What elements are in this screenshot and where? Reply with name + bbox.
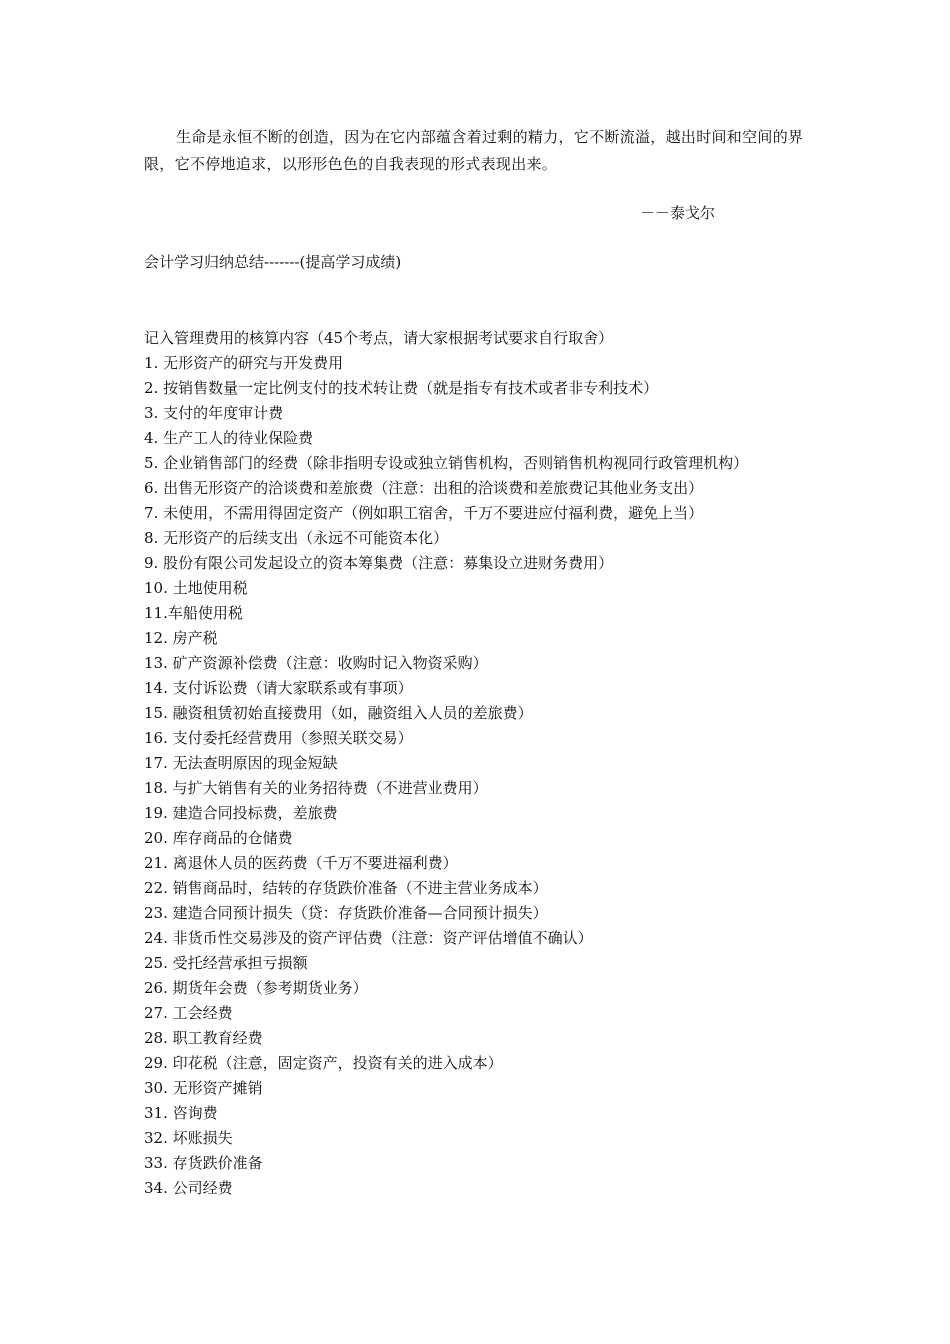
list-item: 5. 企业销售部门的经费（除非指明专设或独立销售机构，否则销售机构视同行政管理机构）	[144, 454, 749, 472]
list-item: 10. 土地使用税	[144, 579, 248, 597]
list-item: 22. 销售商品时，结转的存货跌价准备（不进主营业务成本）	[144, 879, 548, 897]
item-list	[144, 351, 808, 1201]
list-item: 13. 矿产资源补偿费（注意：收购时记入物资采购）	[144, 654, 488, 672]
list-item: 32. 坏账损失	[144, 1129, 233, 1147]
list-item: 23. 建造合同预计损失（贷：存货跌价准备—合同预计损失）	[144, 904, 548, 922]
list-item: 17. 无法查明原因的现金短缺	[144, 754, 338, 772]
list-item: 24. 非货币性交易涉及的资产评估费（注意：资产评估增值不确认）	[144, 929, 593, 947]
quote-author: －－泰戈尔	[640, 204, 716, 222]
list-item: 18. 与扩大销售有关的业务招待费（不进营业费用）	[144, 779, 488, 797]
list-item: 34. 公司经费	[144, 1179, 233, 1197]
list-item: 25. 受托经营承担亏损额	[144, 954, 308, 972]
document-title: 会计学习归纳总结-------(提高学习成绩)	[144, 253, 402, 271]
list-item: 4. 生产工人的待业保险费	[144, 429, 314, 447]
list-item: 9. 股份有限公司发起设立的资本筹集费（注意：募集设立进财务费用）	[144, 554, 614, 572]
list-item: 1. 无形资产的研究与开发费用	[144, 354, 344, 372]
list-item: 28. 职工教育经费	[144, 1029, 263, 1047]
list-item: 26. 期货年会费（参考期货业务）	[144, 979, 368, 997]
list-item: 12. 房产税	[144, 629, 218, 647]
list-item: 16. 支付委托经营费用（参照关联交易）	[144, 729, 413, 747]
quote-text: 生命是永恒不断的创造，因为在它内部蕴含着过剩的精力，它不断流溢，越出时间和空间的界限，它不停地追求，以形形色色的自我表现的形式表现出来。	[144, 128, 804, 173]
list-item: 31. 咨询费	[144, 1104, 218, 1122]
list-item: 15. 融资租赁初始直接费用（如，融资组入人员的差旅费）	[144, 704, 533, 722]
list-item: 33. 存货跌价准备	[144, 1154, 263, 1172]
list-item: 8. 无形资产的后续支出（永远不可能资本化）	[144, 529, 449, 547]
list-item: 3. 支付的年度审计费	[144, 404, 284, 422]
list-item: 19. 建造合同投标费，差旅费	[144, 804, 338, 822]
document-page	[144, 124, 808, 1201]
list-item: 20. 库存商品的仓储费	[144, 829, 293, 847]
list-item: 7. 未使用，不需用得固定资产（例如职工宿舍，千万不要进应付福利费，避免上当）	[144, 504, 704, 522]
list-item: 27. 工会经费	[144, 1004, 233, 1022]
list-intro: 记入管理费用的核算内容（45个考点，请大家根据考试要求自行取舍）	[144, 329, 614, 347]
list-item: 21. 离退休人员的医药费（千万不要进福利费）	[144, 854, 458, 872]
list-item: 30. 无形资产摊销	[144, 1079, 263, 1097]
list-item: 14. 支付诉讼费（请大家联系或有事项）	[144, 679, 413, 697]
list-item: 29. 印花税（注意，固定资产，投资有关的进入成本）	[144, 1054, 503, 1072]
list-item: 11.车船使用税	[144, 604, 243, 622]
list-item: 2. 按销售数量一定比例支付的技术转让费（就是指专有技术或者非专利技术）	[144, 379, 659, 397]
list-item: 6. 出售无形资产的洽谈费和差旅费（注意：出租的洽谈费和差旅费记其他业务支出）	[144, 479, 704, 497]
